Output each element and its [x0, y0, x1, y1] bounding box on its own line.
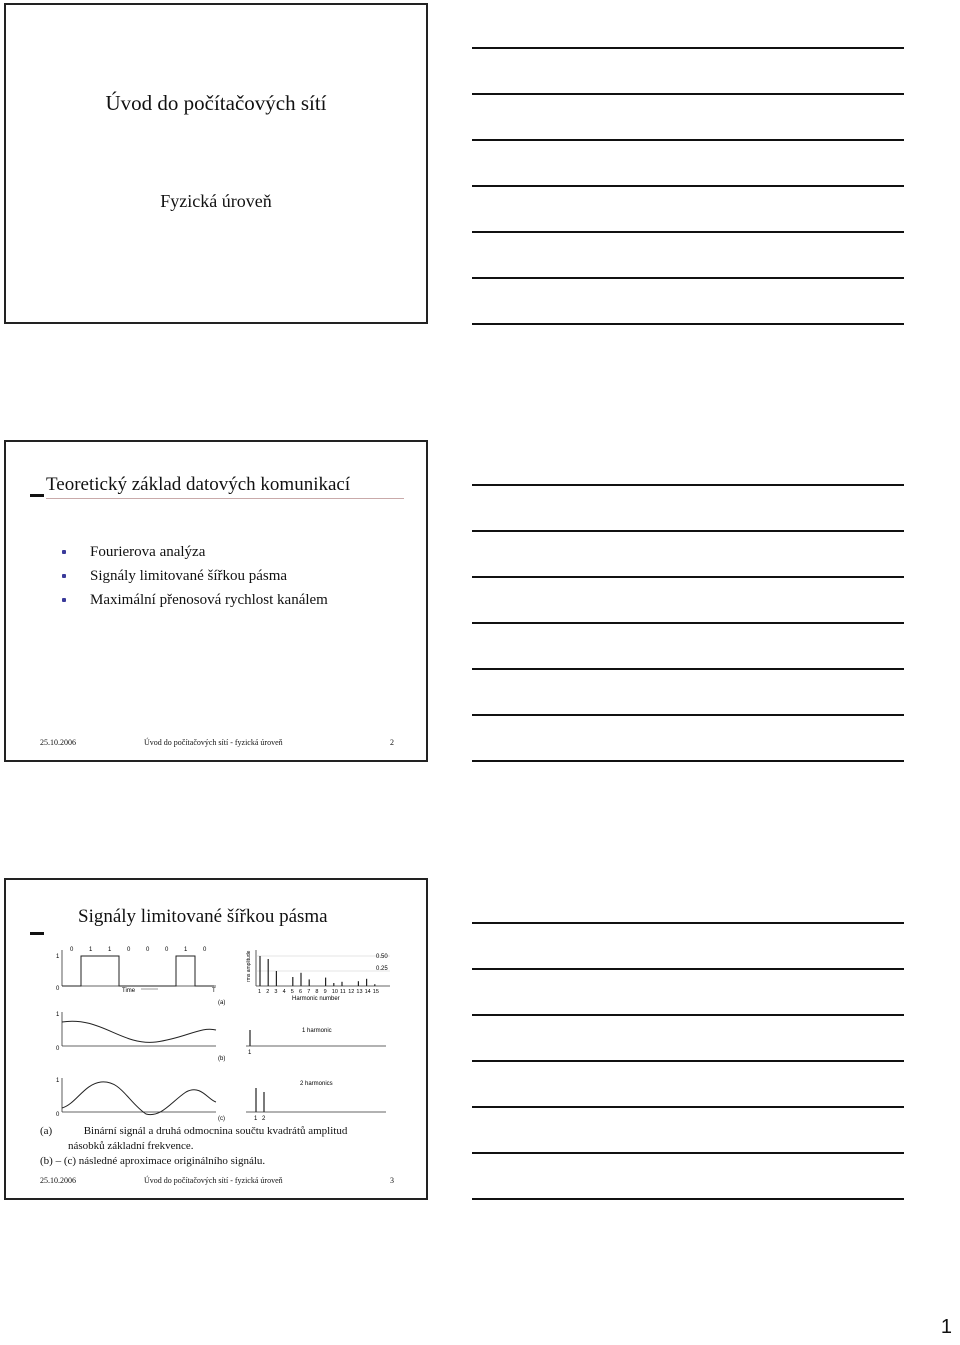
- caption-a-label: (a): [40, 1125, 53, 1137]
- note-line: [472, 47, 904, 49]
- caption-line-bc: [40, 1154, 347, 1169]
- note-line: [472, 484, 904, 486]
- harmonic-tick-label: 15: [372, 989, 379, 995]
- harmonic-tick-label: 7: [307, 989, 311, 995]
- harmonic-tick-label: 10: [331, 989, 338, 995]
- note-line: [472, 576, 904, 578]
- time-label: Time: [122, 988, 136, 994]
- b-y-one: 1: [56, 1012, 60, 1018]
- harmonic-tick-label: 2: [266, 989, 270, 995]
- harmonic-tick-label: 12: [348, 989, 355, 995]
- title-marker: [30, 494, 44, 497]
- footer-date: 25.10.2006: [40, 738, 76, 747]
- bullet-icon: [62, 550, 66, 554]
- harmonic-amplitude-panel: [246, 950, 390, 1002]
- bullet-item: [58, 588, 328, 612]
- bullet-item: [58, 564, 328, 588]
- t-label: T: [212, 988, 216, 994]
- harmonic-tick-label: 8: [315, 989, 319, 995]
- y-axis-label: rms amplitude: [246, 950, 252, 982]
- bullet-text: Fourierova analýza: [90, 544, 206, 560]
- slide-2: [4, 440, 428, 762]
- page-number: 1: [940, 1316, 952, 1338]
- bit-labels: [70, 947, 207, 953]
- note-line: [472, 760, 904, 762]
- b-tick: 1: [248, 1050, 252, 1056]
- bit-label: 1: [108, 947, 112, 953]
- y-zero-label: 0: [56, 986, 60, 992]
- bit-label: 0: [203, 947, 207, 953]
- harmonic-tick-label: 6: [299, 989, 303, 995]
- slide-1: [4, 3, 428, 324]
- note-line: [472, 1198, 904, 1200]
- bit-label: 1: [184, 947, 188, 953]
- bit-label: 0: [70, 947, 74, 953]
- harmonic-tick-label: 4: [282, 989, 286, 995]
- harmonic-ticks: [258, 989, 379, 995]
- panel-b: [56, 1012, 386, 1062]
- footer-page-number: 2: [390, 738, 394, 747]
- b-y-zero: 0: [56, 1046, 60, 1052]
- caption-bc-label: (b) – (c): [40, 1155, 77, 1167]
- title-marker: [30, 932, 44, 935]
- harmonic-tick-label: 13: [356, 989, 363, 995]
- x-axis-label: Harmonic number: [292, 996, 340, 1002]
- harmonic-tick-label: 9: [323, 989, 327, 995]
- slide-3-title: Signály limitované šířkou pásma: [78, 906, 328, 927]
- amp-hi-label: 0.50: [376, 954, 388, 960]
- bullet-list: [58, 540, 328, 612]
- note-line: [472, 1014, 904, 1016]
- caption-line-a: [40, 1124, 347, 1139]
- footer-date: 25.10.2006: [40, 1176, 76, 1185]
- two-harmonics-label: 2 harmonics: [300, 1081, 333, 1087]
- harmonic-tick-label: 3: [274, 989, 278, 995]
- note-line: [472, 1152, 904, 1154]
- two-harmonics-wave: [62, 1082, 216, 1115]
- binary-signal-panel: [56, 947, 225, 1006]
- binary-waveform: [62, 956, 214, 986]
- note-line: [472, 139, 904, 141]
- note-line: [472, 622, 904, 624]
- panel-b-label: (b): [218, 1056, 226, 1062]
- note-line: [472, 1060, 904, 1062]
- bullet-icon: [62, 574, 66, 578]
- panel-c-label: (c): [218, 1116, 225, 1122]
- y-one-label: 1: [56, 954, 60, 960]
- note-line: [472, 323, 904, 325]
- c-tick-2: 2: [262, 1116, 266, 1122]
- caption-bc-text: následné aproximace originálního signálu.: [78, 1155, 266, 1167]
- one-harmonic-label: 1 harmonic: [302, 1028, 332, 1034]
- harmonic-tick-label: 14: [364, 989, 371, 995]
- slide-1-title: Úvod do počítačových sítí: [105, 91, 327, 115]
- caption-a-text: Binární signál a druhá odmocnina součtu kvadrátů amplitud: [83, 1125, 348, 1137]
- figure-caption: [40, 1124, 347, 1169]
- bit-label: 1: [89, 947, 93, 953]
- fourier-figure: [46, 942, 396, 1122]
- c-y-one: 1: [56, 1078, 60, 1084]
- c-y-zero: 0: [56, 1112, 60, 1118]
- footer-title: Úvod do počítačových sítí - fyzická úroveň: [144, 1176, 283, 1185]
- note-line: [472, 93, 904, 95]
- one-harmonic-wave: [62, 1021, 216, 1042]
- harmonic-tick-label: 5: [290, 989, 294, 995]
- note-line: [472, 668, 904, 670]
- panel-a-label: (a): [218, 1000, 226, 1006]
- harmonic-tick-label: 11: [340, 989, 346, 995]
- bit-label: 0: [146, 947, 150, 953]
- note-line: [472, 530, 904, 532]
- note-line: [472, 714, 904, 716]
- footer-title: Úvod do počítačových sítí - fyzická úroveň: [144, 738, 283, 747]
- bit-label: 0: [127, 947, 131, 953]
- note-line: [472, 277, 904, 279]
- note-line: [472, 922, 904, 924]
- amp-lo-label: 0.25: [376, 966, 388, 972]
- panel-c: [56, 1078, 386, 1122]
- title-rule: [46, 498, 404, 499]
- note-line: [472, 185, 904, 187]
- bullet-text: Signály limitované šířkou pásma: [90, 568, 288, 584]
- slide-2-title: Teoretický základ datových komunikací: [46, 474, 351, 495]
- footer-page-number: 3: [390, 1176, 394, 1185]
- caption-a-text-2: násobků základní frekvence.: [68, 1140, 194, 1152]
- caption-line-a2: [40, 1139, 347, 1154]
- bullet-item: [58, 540, 328, 564]
- harmonic-tick-label: 1: [258, 989, 262, 995]
- note-line: [472, 231, 904, 233]
- bit-label: 0: [165, 947, 169, 953]
- slide-3: [4, 878, 428, 1200]
- slide-1-subtitle: Fyzická úroveň: [160, 191, 272, 211]
- c-tick-1: 1: [254, 1116, 258, 1122]
- bullet-text: Maximální přenosová rychlost kanálem: [90, 592, 328, 608]
- note-line: [472, 1106, 904, 1108]
- bullet-icon: [62, 598, 66, 602]
- note-line: [472, 968, 904, 970]
